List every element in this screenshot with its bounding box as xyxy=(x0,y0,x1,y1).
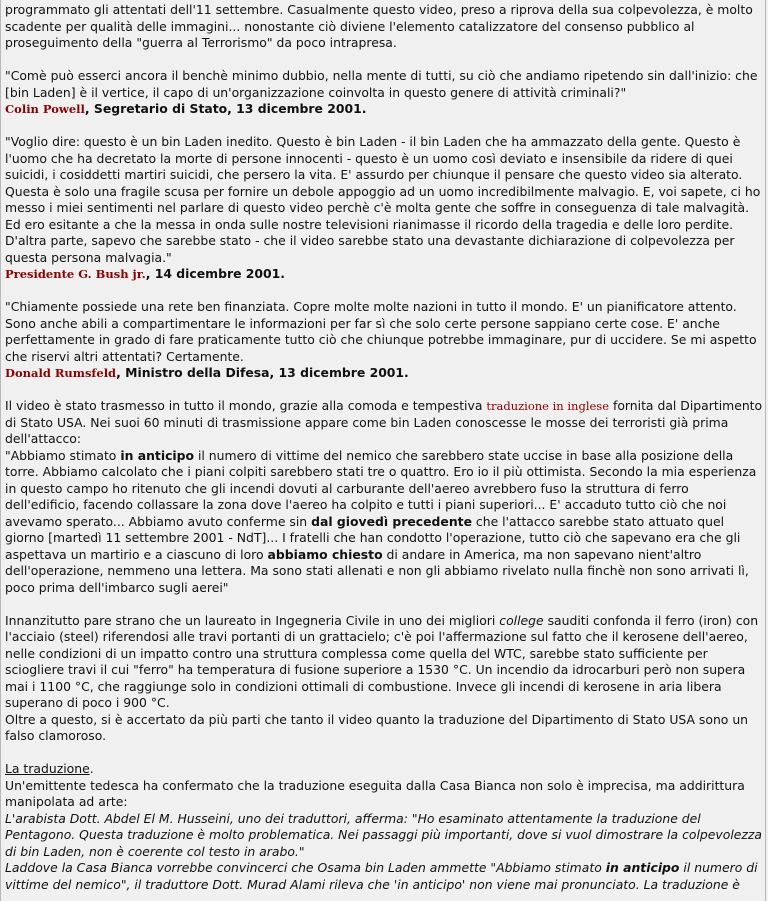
video-intro-text-cont: fornita dal Dipartimento di Stato USA. Nei suoi 60 minuti di trasmissione appare come bin Laden conoscesse le mosse dei terroristi già prima dell'attacco: xyxy=(5,398,763,446)
translation-heading-dot: . xyxy=(89,761,94,776)
analysis-text-2: sauditi confonda il ferro (iron) con l'acciaio (steel) riferendosi alle travi portanti di un grattacielo; c'è poi l'affermazione sul fatto che il kerosene dell'aereo, nelle condizioni di un impatto contro una struttura complessa come quella del WTC, sarebbe stato sufficiente per sciogliere travi il cui "ferro" ha temperatura di fusione superiore a 1530 °C. Un incendio da idrocarburi però non supera mai i 1100 °C, che raggiunge solo in condizioni ottimali di combustione. Invece gli incendi di kerosene in aria libera superano di poco i 900 °C. xyxy=(5,612,759,710)
powell-quote: "Comè può esserci ancora il benchè minimo dubbio, nella mente di tutti, su ciò che andiamo ripetendo sin dall'inizio: che [bin Laden] è il vertice, il capo di un'organizzazione coinvolta in questo genere di attività criminali?" xyxy=(5,68,758,100)
alami-text-1: Laddove la Casa Bianca vorrebbe convincerci che Osama bin Laden ammette "Abbiamo stimato xyxy=(5,860,606,875)
video-quote-bold-3: abbiamo chiesto xyxy=(267,546,383,562)
rumsfeld-name: Donald Rumsfeld xyxy=(5,366,117,380)
bush-name: Presidente G. Bush jr. xyxy=(5,267,146,281)
powell-quote-block xyxy=(5,68,765,118)
alami-text-2: il numero di vittime del nemico", il traduttore Dott. Murad Alami rileva che 'in anticipo' non viene mai pronunciato. La traduzione è xyxy=(5,860,758,892)
powell-name: Colin Powell xyxy=(5,102,85,116)
rumsfeld-title: , Ministro della Difesa, 13 dicembre 2001. xyxy=(116,365,409,380)
analysis-text-1: Innanzitutto pare strano che un laureato in Ingegneria Civile in uno dei migliori xyxy=(5,612,500,628)
translation-heading: La traduzione xyxy=(5,761,90,776)
bush-quote-block xyxy=(5,134,765,283)
rumsfeld-quote: "Chiamente possiede una rete ben finanziata. Copre molte molte nazioni in tutto il mondo. E' un pianificatore attento. Sono anche abili a compartimentare le informazioni per far sì che solo certe persone sappiano certe cose. E' anche perfettamente in grado di fare praticamente tutto ciò che chiunque potrebbe immaginare, pur di uccidere. Se mi aspetto che riservi altri attentati? Certamente. xyxy=(5,299,757,364)
rumsfeld-quote-block xyxy=(5,299,765,382)
powell-title: , Segretario di Stato, 13 dicembre 2001. xyxy=(84,101,367,116)
video-quote-bold-1: in anticipo xyxy=(120,447,195,463)
bush-title: , 14 dicembre 2001. xyxy=(145,266,285,281)
video-quote-text: "Abbiamo stimato xyxy=(5,447,121,463)
bush-quote: "Voglio dire: questo è un bin Laden inedito. Questo è bin Laden - il bin Laden che ha ammazzato della gente. Questo è l'uomo che ha decretato la morte di persone innocenti - questo è un uomo così deviato e insensibile da ridere di quei suicidi, i cosiddetti martiri suicidi, che persero la vita. E' assurdo per chiunque il pensare che questo video sia alterato. Questa è solo una fragile scusa per fornire un debole appoggio ad un uomo incredibilmente malvagio. E, voi sapete, ci ho messo i miei sentimenti nel parlare di questo video perchè c'è molta gente che soffre in conseguenza di tale malvagità. Ed ero esitante a che la messa in onda sulle nostre televisioni rianimasse il ricordo della tragedia e delle loro perdite. D'altra parte, sapevo che sarebbe stato - che il video sarebbe stato una devastante dichiarazione di colpevolezza per questa persona malvagia." xyxy=(5,134,761,265)
analysis-paragraph xyxy=(5,613,765,745)
husseini-quote: L'arabista Dott. Abdel El M. Husseini, uno dei traduttori, afferma: "Ho esaminato attentamente la traduzione del Pentagono. Questa traduzione è molto problematica. Nei passaggi più importanti, dove si vuol dimostrare la colpevolezza di bin Laden, non è coerente col testo in arabo." xyxy=(5,810,762,859)
video-paragraph xyxy=(5,398,765,596)
video-quote-text-4: di andare in America, ma non sapevano nient'altro dell'operazione, nemmeno una lettera. Ma sono stati allenati e non gli abbiamo rivelato nulla finchè non sono arrivati lì, poco prima dell'imbarco sugli aerei" xyxy=(5,546,749,595)
video-quote-text-2: il numero di vittime del nemico che sarebbero state uccise in base alla posizione della torre. Abbiamo calcolato che i piani colpiti sarebbero stati tre o quattro. Ero io il più ottimista. Secondo la mia esperienza in questo campo ho ritenuto che gli incendi dovuti al carburante dell'aereo avrebbero fuso la struttura di ferro dell'edificio, facendo collassare la zona dove l'aereo ha colpito e tutti i piani superiori... E' accaduto tutto ciò che noi avevamo sperato... Abbiamo avuto conferme sin xyxy=(5,447,757,529)
video-quote-text-3: che l'attacco sarebbe stato attuato quel giorno [martedì 11 settembre 2001 - NdT]... I fratelli che han condotto l'operazione, tutto ciò che sapevano era che gli aspettava un martirio e a ciascuno di loro xyxy=(5,513,741,562)
translation-intro: Un'emittente tedesca ha confermato che la traduzione eseguita dalla Casa Bianca non solo è imprecisa, ma addirittura manipolata ad arte: xyxy=(5,777,745,809)
analysis-college: college xyxy=(499,612,544,628)
video-quote-bold-2: dal giovedì precedente xyxy=(311,513,472,529)
intro-paragraph: programmato gli attentati dell'11 settembre. Casualmente questo video, preso a riprova della sua colpevolezza, è molto scadente per qualità delle immagini... nonostante ciò diviene l'elemento catalizzatore del consenso pubblico al proseguimento della "guerra al Terrorismo" da poco intrapresa. xyxy=(5,2,753,50)
analysis-text-3: Oltre a questo, si è accertato da più parti che tanto il video quanto la traduzione del Dipartimento di Stato USA sono un falso clamoroso. xyxy=(5,711,749,743)
translation-link[interactable]: traduzione in inglese xyxy=(486,399,610,413)
translation-section xyxy=(5,761,765,893)
video-intro-text: Il video è stato trasmesso in tutto il mondo, grazie alla comoda e tempestiva xyxy=(5,398,487,413)
alami-bold: in anticipo xyxy=(605,860,680,875)
